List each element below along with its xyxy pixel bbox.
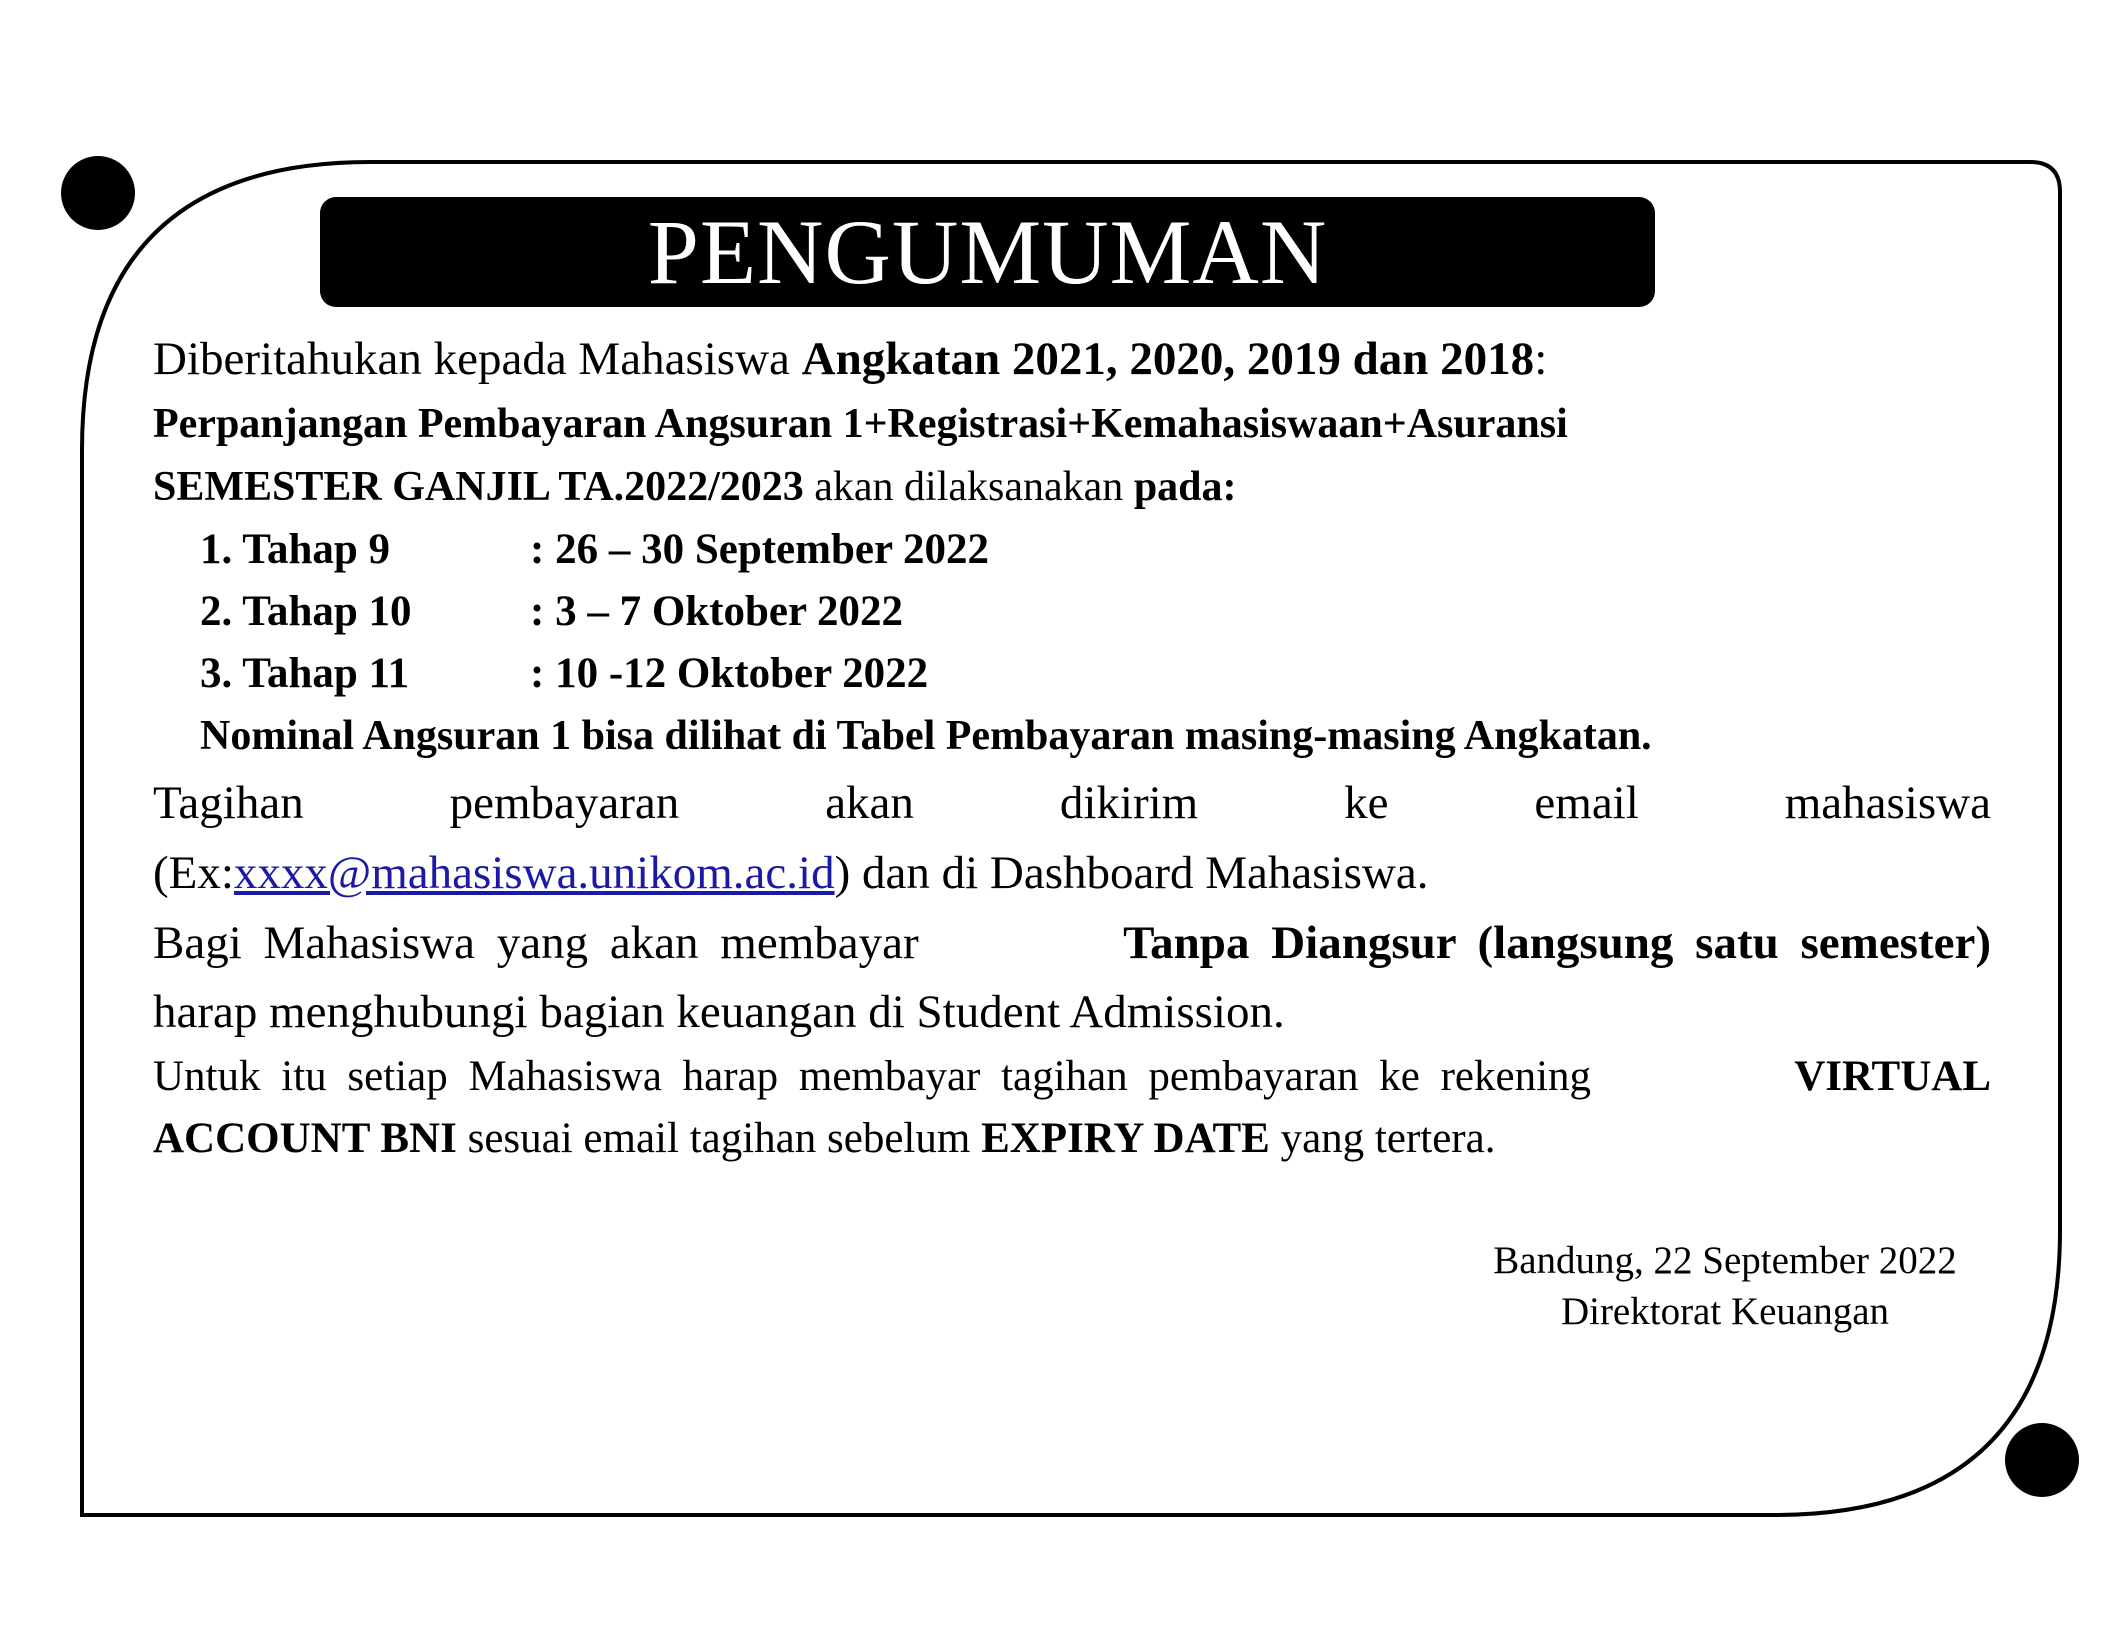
virtual-account-line-1: [153, 1052, 1991, 1101]
headline-end: pada:: [1133, 464, 1237, 510]
virtual-account-mid: sesuai email tagihan sebelum: [456, 1115, 982, 1162]
schedule-item: [200, 587, 903, 636]
account-bni: ACCOUNT BNI: [153, 1115, 457, 1162]
title-banner: [320, 197, 1655, 307]
virtual-account-bold: VIRTUAL: [1794, 1053, 1991, 1100]
billing-word: akan: [825, 777, 914, 829]
semester-label: SEMESTER GANJIL TA.2022/2023: [153, 464, 804, 510]
virtual-account-line-2: [153, 1114, 1495, 1163]
billing-word: dikirim: [1059, 777, 1199, 829]
full-payment-line-2: harap menghubungi bagian keuangan di Student Admission.: [153, 986, 1285, 1038]
schedule-item: [200, 649, 928, 698]
schedule-item: [200, 525, 989, 574]
schedule-label: 3. Tahap 11: [200, 650, 410, 697]
headline-line-2: [153, 463, 1237, 511]
billing-word: pembayaran: [449, 777, 680, 829]
headline-line-1: Perpanjangan Pembayaran Angsuran 1+Registrasi+Kemahasiswaan+Asuransi: [153, 401, 1568, 447]
intro-cohorts: Angkatan 2021, 2020, 2019 dan 2018: [801, 333, 1535, 385]
corner-dot-bottom-right: [2005, 1423, 2079, 1497]
corner-dot-top-left: [61, 156, 135, 230]
nominal-note: Nominal Angsuran 1 bisa dilihat di Tabel Pembayaran masing-masing Angkatan.: [200, 713, 1652, 759]
billing-example-prefix: (Ex:: [153, 847, 234, 899]
billing-line-1: [153, 776, 1991, 830]
expiry-date-label: EXPIRY DATE: [981, 1115, 1270, 1162]
schedule-label: 1. Tahap 9: [200, 526, 391, 573]
schedule-date: : 3 – 7 Oktober 2022: [530, 588, 904, 635]
virtual-account-prefix: Untuk itu setiap Mahasiswa harap membayar tagihan pembayaran ke rekening: [153, 1053, 1592, 1100]
full-payment-prefix: Bagi Mahasiswa yang akan membayar: [153, 917, 941, 969]
schedule-date: : 26 – 30 September 2022: [530, 526, 990, 573]
intro-prefix: Diberitahukan kepada Mahasiswa: [153, 333, 802, 385]
email-link[interactable]: xxxx@mahasiswa.unikom.ac.id: [233, 847, 835, 899]
virtual-account-end: yang tertera.: [1269, 1115, 1496, 1162]
billing-word: email: [1534, 777, 1639, 829]
billing-dashboard-text: ) dan di Dashboard Mahasiswa.: [834, 847, 1429, 899]
intro-line: [153, 332, 1547, 386]
signature-department: Direktorat Keuangan: [1560, 1290, 1890, 1333]
billing-word: ke: [1344, 777, 1389, 829]
schedule-date: : 10 -12 Oktober 2022: [530, 650, 929, 697]
billing-word: Tagihan: [153, 777, 304, 829]
schedule-label: 2. Tahap 10: [200, 588, 412, 635]
signature-place-date: Bandung, 22 September 2022: [1493, 1239, 1957, 1282]
headline-mid: akan dilaksanakan: [803, 464, 1134, 510]
full-payment-line-1: [153, 916, 1991, 970]
billing-word: mahasiswa: [1784, 777, 1991, 829]
billing-line-2: [153, 846, 1428, 900]
intro-suffix: :: [1534, 333, 1548, 385]
page-title: PENGUMUMAN: [647, 201, 1328, 303]
full-payment-bold: Tanpa Diangsur (langsung satu semester): [1123, 917, 1991, 969]
